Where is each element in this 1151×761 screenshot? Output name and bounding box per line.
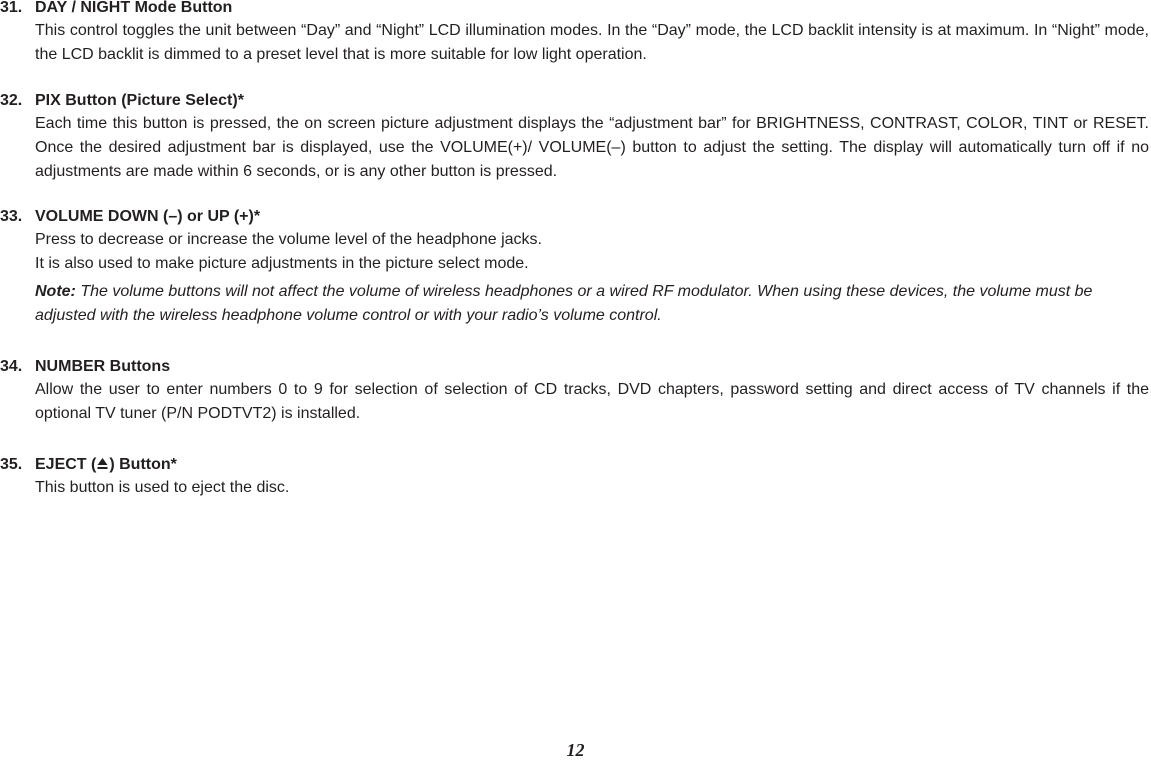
item-heading xyxy=(0,454,1151,476)
item-title: VOLUME DOWN (–) or UP (+)* xyxy=(35,208,261,225)
item-heading xyxy=(0,90,1151,112)
item-number: 31. xyxy=(0,0,23,16)
item-description: Each time this button is pressed, the on screen picture adjustment displays the “adjustment bar” for BRIGHTNESS, CONTRAST, COLOR, TINT or RESET. Once the desired adjustment bar is displayed, use the VOLUME(+)/ VOLUME(–) button to adjust the setting. The display will automatically turn off if no adjustments are made within 6 seconds, or is any other button is pressed. xyxy=(35,115,1149,180)
item-title: PIX Button (Picture Select)* xyxy=(35,92,244,109)
item-32 xyxy=(0,90,1151,184)
item-title-suffix: ) Button* xyxy=(109,456,177,473)
item-title xyxy=(35,454,177,476)
item-title: DAY / NIGHT Mode Button xyxy=(35,0,233,16)
note xyxy=(35,280,1149,328)
note-label: Note: xyxy=(35,283,76,300)
item-description: Allow the user to enter numbers 0 to 9 for selection of selection of CD tracks, DVD chapters, password setting and direct access of TV channels if the optional TV tuner (P/N PODTVT2) is installed. xyxy=(35,381,1149,422)
note-text: The volume buttons will not affect the volume of wireless headphones or a wired RF modulator. When using these devices, the volume must be adjusted with the wireless headphone volume control or with your radio’s volume control. xyxy=(35,283,1093,324)
item-description: Press to decrease or increase the volume level of the headphone jacks. xyxy=(35,231,542,248)
item-number: 34. xyxy=(0,358,23,375)
item-heading xyxy=(0,356,1151,378)
item-35 xyxy=(0,454,1151,500)
item-33 xyxy=(0,206,1151,328)
item-heading xyxy=(0,0,1151,19)
item-description: It is also used to make picture adjustments in the picture select mode. xyxy=(35,255,529,272)
item-number: 33. xyxy=(0,208,23,225)
item-description: This button is used to eject the disc. xyxy=(35,479,290,496)
item-number: 35. xyxy=(0,456,23,473)
item-number: 32. xyxy=(0,92,23,109)
item-title-prefix: EJECT ( xyxy=(35,456,97,473)
item-title: NUMBER Buttons xyxy=(35,358,171,375)
item-31 xyxy=(0,0,1151,67)
eject-icon xyxy=(97,455,108,468)
item-description: This control toggles the unit between “Day” and “Night” LCD illumination modes. In the “Day” mode, the LCD backlit intensity is at maximum. In “Night” mode, the LCD backlit is dimmed to a preset level that is more suitable for low light operation. xyxy=(35,22,1149,63)
page-number: 12 xyxy=(566,740,585,760)
item-34 xyxy=(0,356,1151,426)
item-heading xyxy=(0,206,1151,228)
